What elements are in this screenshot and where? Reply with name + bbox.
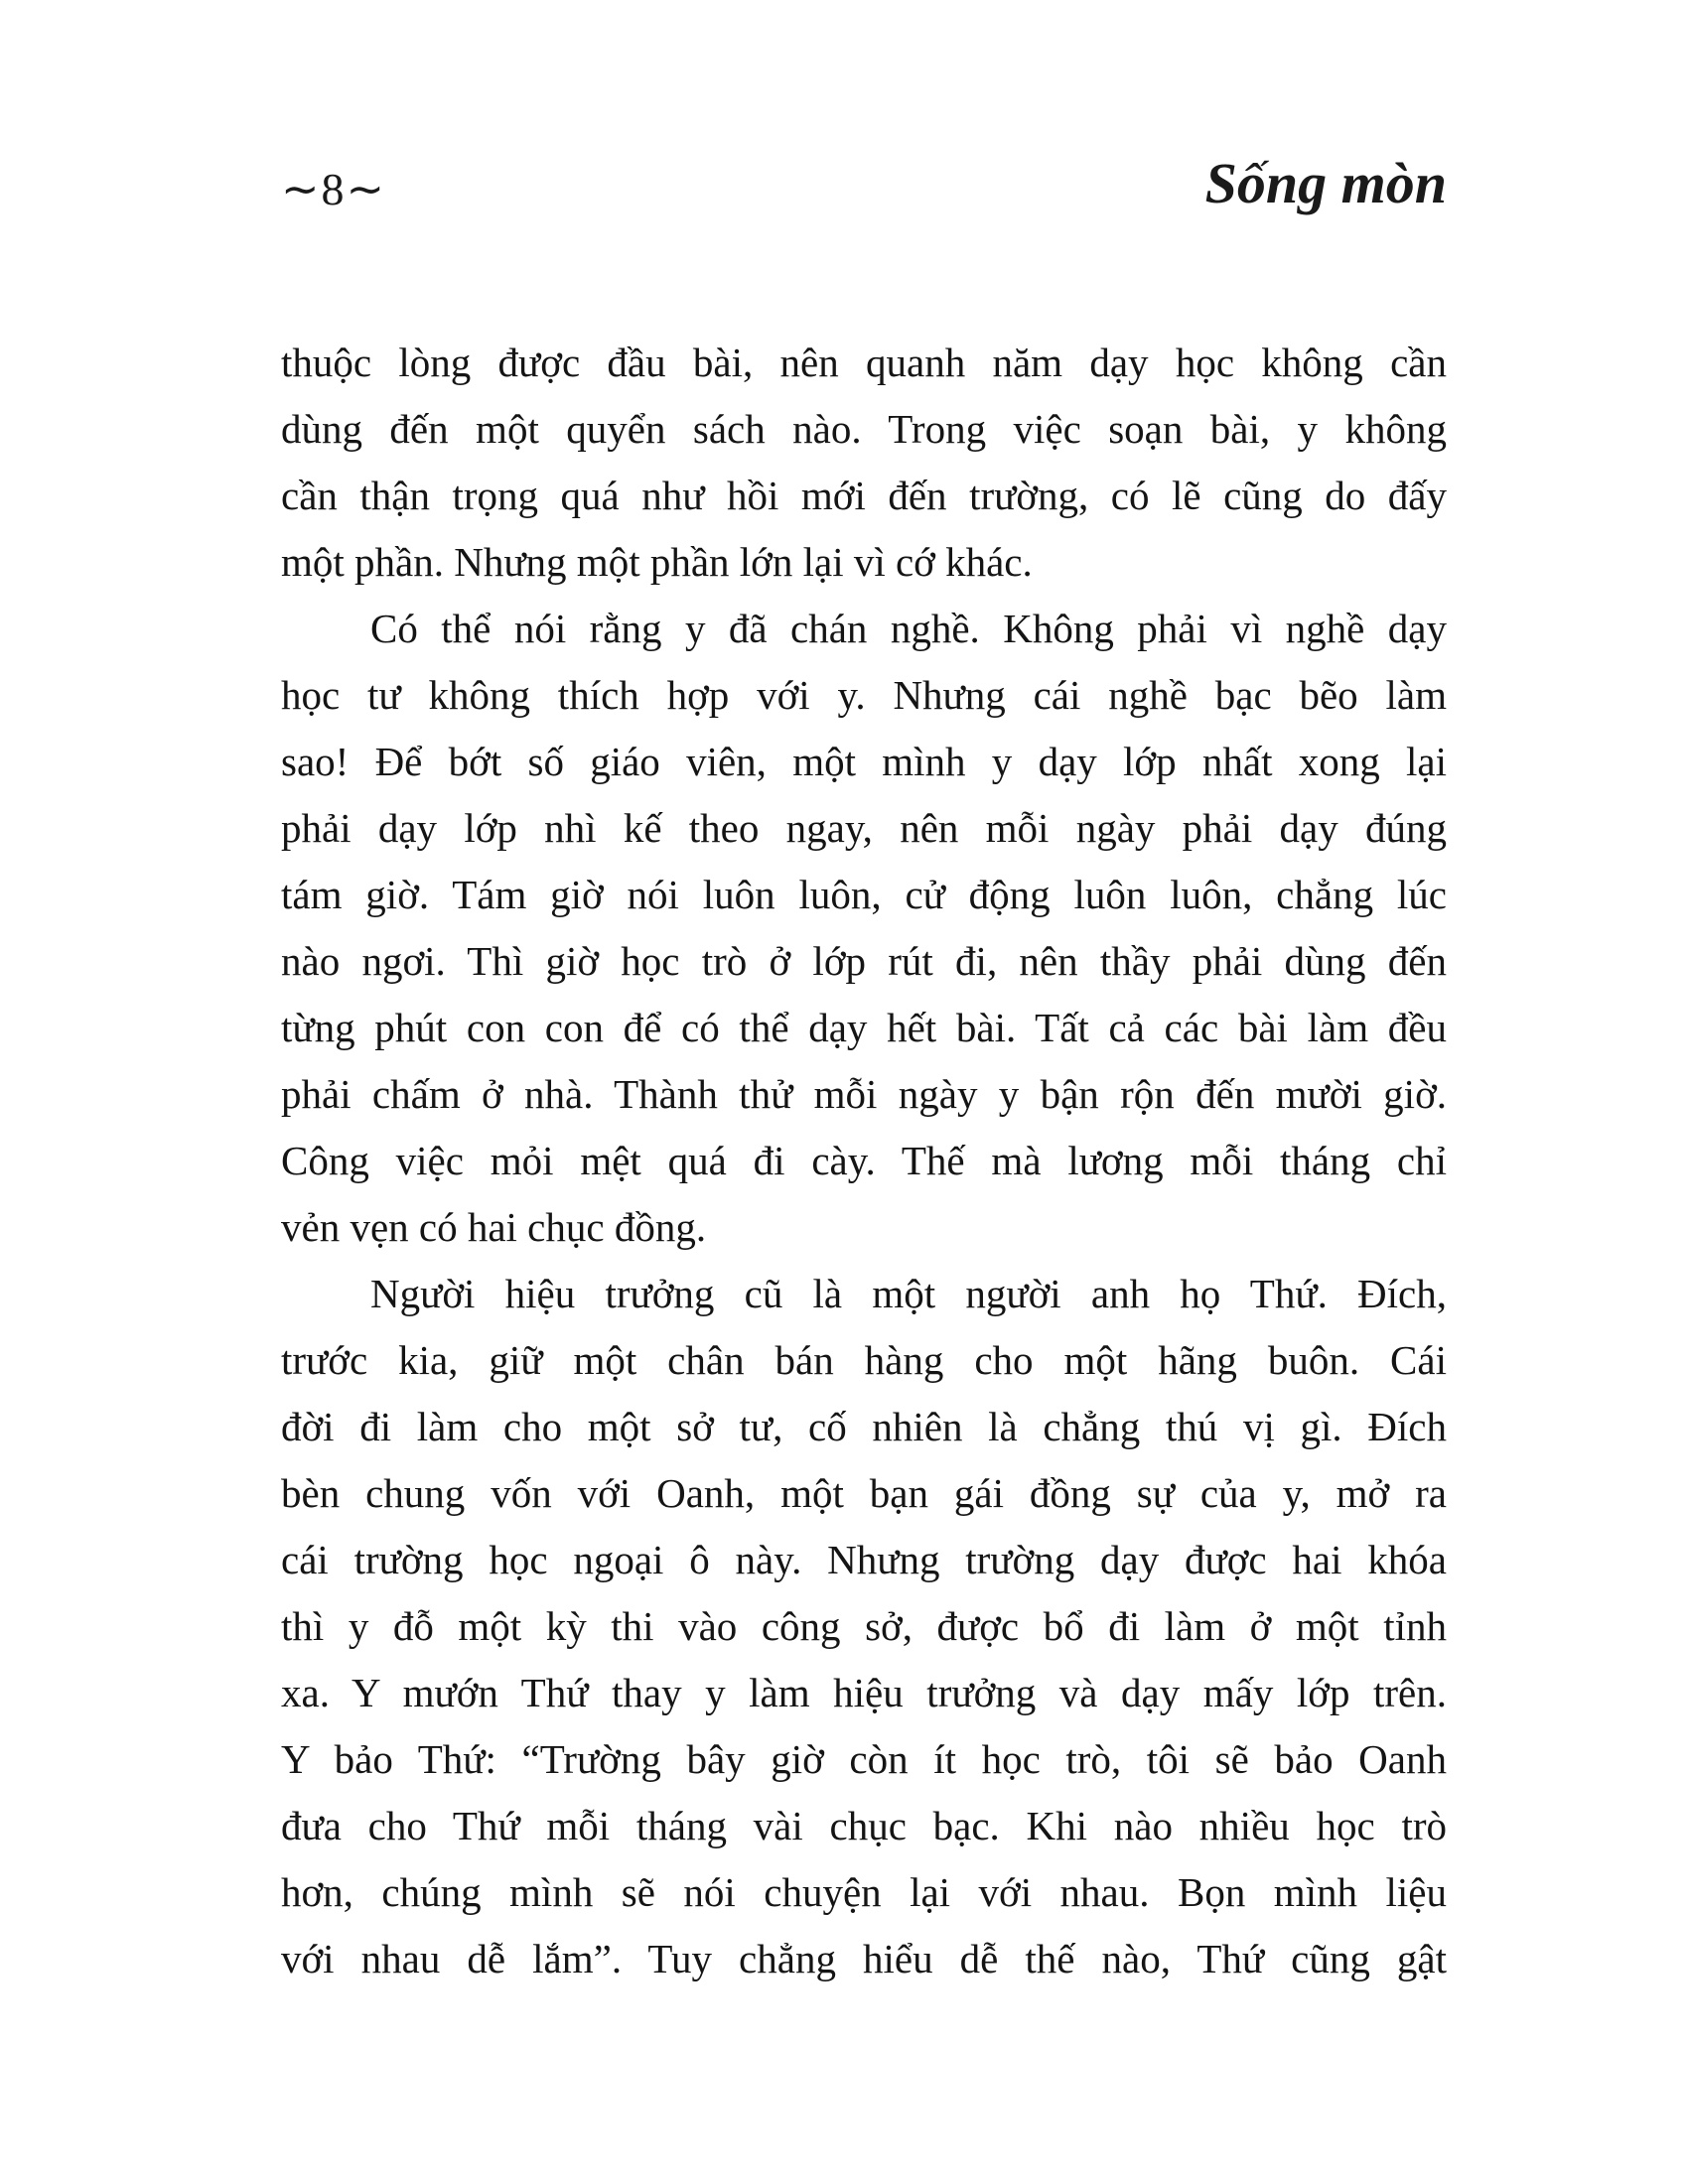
text-line: Công việc mỏi mệt quá đi cày. Thế mà lương mỗi tháng chỉ (281, 1138, 1447, 1183)
paragraph (281, 330, 1447, 596)
text-line: phải chấm ở nhà. Thành thử mỗi ngày y bận rộn đến mười giờ. (281, 1071, 1447, 1117)
text-line: dùng đến một quyển sách nào. Trong việc soạn bài, y không (281, 406, 1447, 452)
text-line: thuộc lòng được đầu bài, nên quanh năm dạy học không cần (281, 340, 1447, 385)
text-line: vẻn vẹn có hai chục đồng. (281, 1204, 707, 1250)
running-title: Sống mòn (1204, 151, 1447, 215)
text-line: trước kia, giữ một chân bán hàng cho một hãng buôn. Cái (281, 1337, 1447, 1383)
text-line: cái trường học ngoại ô này. Nhưng trường dạy được hai khóa (281, 1537, 1447, 1582)
text-line: phải dạy lớp nhì kế theo ngay, nên mỗi ngày phải dạy đúng (281, 805, 1447, 851)
text-line: Có thể nói rằng y đã chán nghề. Không phải vì nghề dạy (370, 606, 1447, 651)
text-line: học tư không thích hợp với y. Nhưng cái nghề bạc bẽo làm (281, 672, 1447, 718)
text-line: với nhau dễ lắm”. Tuy chẳng hiểu dễ thế nào, Thứ cũng gật (281, 1936, 1447, 1981)
page-body (281, 330, 1447, 1992)
text-line: cần thận trọng quá như hồi mới đến trường, có lẽ cũng do đấy (281, 473, 1447, 518)
text-line: đời đi làm cho một sở tư, cố nhiên là chẳng thú vị gì. Đích (281, 1404, 1447, 1449)
text-line: Y bảo Thứ: “Trường bây giờ còn ít học trò, tôi sẽ bảo Oanh (281, 1736, 1447, 1782)
text-line: từng phút con con để có thể dạy hết bài. Tất cả các bài làm đều (281, 1005, 1447, 1050)
text-line: sao! Để bớt số giáo viên, một mình y dạy lớp nhất xong lại (281, 739, 1447, 784)
paragraph (281, 1261, 1447, 1992)
text-line: bèn chung vốn với Oanh, một bạn gái đồng sự của y, mở ra (281, 1470, 1447, 1516)
text-line: thì y đỗ một kỳ thi vào công sở, được bổ đi làm ở một tỉnh (281, 1603, 1447, 1649)
text-line: tám giờ. Tám giờ nói luôn luôn, cử động luôn luôn, chẳng lúc (281, 872, 1447, 917)
text-line: Người hiệu trưởng cũ là một người anh họ Thứ. Đích, (370, 1271, 1447, 1316)
text-line: xa. Y mướn Thứ thay y làm hiệu trưởng và dạy mấy lớp trên. (281, 1670, 1447, 1715)
text-line: một phần. Nhưng một phần lớn lại vì cớ khác. (281, 539, 1033, 585)
page-header (281, 149, 1447, 258)
text-line: đưa cho Thứ mỗi tháng vài chục bạc. Khi nào nhiều học trò (281, 1803, 1447, 1848)
text-line: nào ngơi. Thì giờ học trò ở lớp rút đi, nên thầy phải dùng đến (281, 938, 1447, 984)
page-number: ∼8∼ (281, 164, 387, 214)
paragraph (281, 596, 1447, 1261)
text-line: hơn, chúng mình sẽ nói chuyện lại với nhau. Bọn mình liệu (281, 1869, 1447, 1915)
